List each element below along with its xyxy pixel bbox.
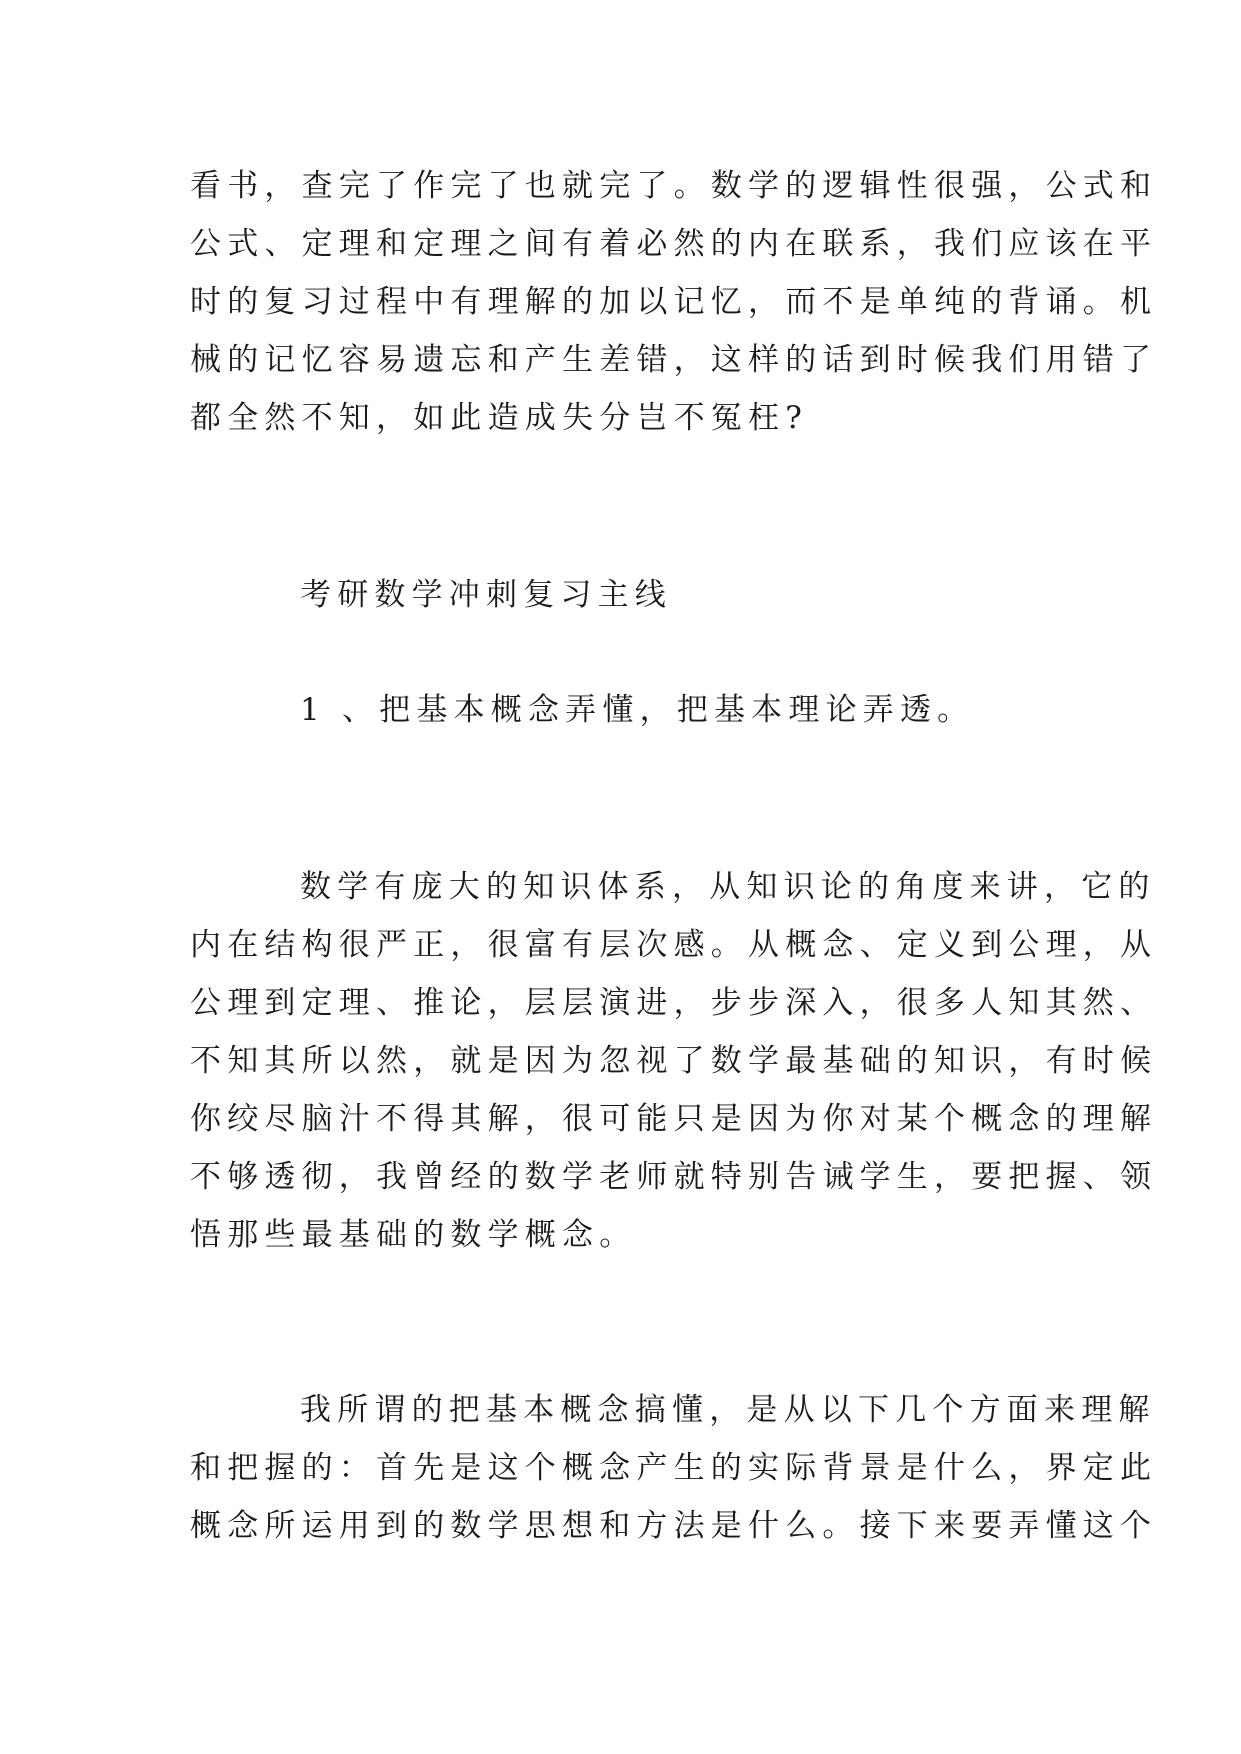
section-heading: 考研数学冲刺复习主线 (300, 577, 672, 613)
paragraph-line: 你绞尽脑汁不得其解，很可能只是因为你对某个概念的理解 (190, 1101, 1158, 1137)
paragraph-line: 看书，查完了作完了也就完了。数学的逻辑性很强，公式和 (190, 168, 1158, 204)
paragraph-line: 时的复习过程中有理解的加以记忆，而不是单纯的背诵。机 (190, 284, 1158, 320)
paragraph-line: 都全然不知，如此造成失分岂不冤枉? (190, 400, 809, 436)
paragraph-line: 不够透彻，我曾经的数学老师就特别告诫学生，要把握、领 (190, 1159, 1158, 1195)
paragraph-line: 数学有庞大的知识体系，从知识论的角度来讲，它的 (300, 869, 1156, 905)
item-heading: 1 、把基本概念弄懂，把基本理论弄透。 (300, 692, 975, 728)
paragraph-line: 内在结构很严正，很富有层次感。从概念、定义到公理，从 (190, 927, 1158, 963)
paragraph-line: 公式、定理和定理之间有着必然的内在联系，我们应该在平 (190, 226, 1158, 262)
paragraph-line: 概念所运用到的数学思想和方法是什么。接下来要弄懂这个 (190, 1508, 1158, 1544)
paragraph-line: 悟那些最基础的数学概念。 (190, 1217, 637, 1253)
paragraph-line: 和把握的：首先是这个概念产生的实际背景是什么，界定此 (190, 1450, 1158, 1486)
paragraph-line: 不知其所以然，就是因为忽视了数学最基础的知识，有时候 (190, 1043, 1158, 1079)
paragraph-line: 公理到定理、推论，层层演进，步步深入，很多人知其然、 (190, 985, 1158, 1021)
paragraph-line: 械的记忆容易遗忘和产生差错，这样的话到时候我们用错了 (190, 342, 1158, 378)
paragraph-line: 我所谓的把基本概念搞懂，是从以下几个方面来理解 (300, 1392, 1156, 1428)
